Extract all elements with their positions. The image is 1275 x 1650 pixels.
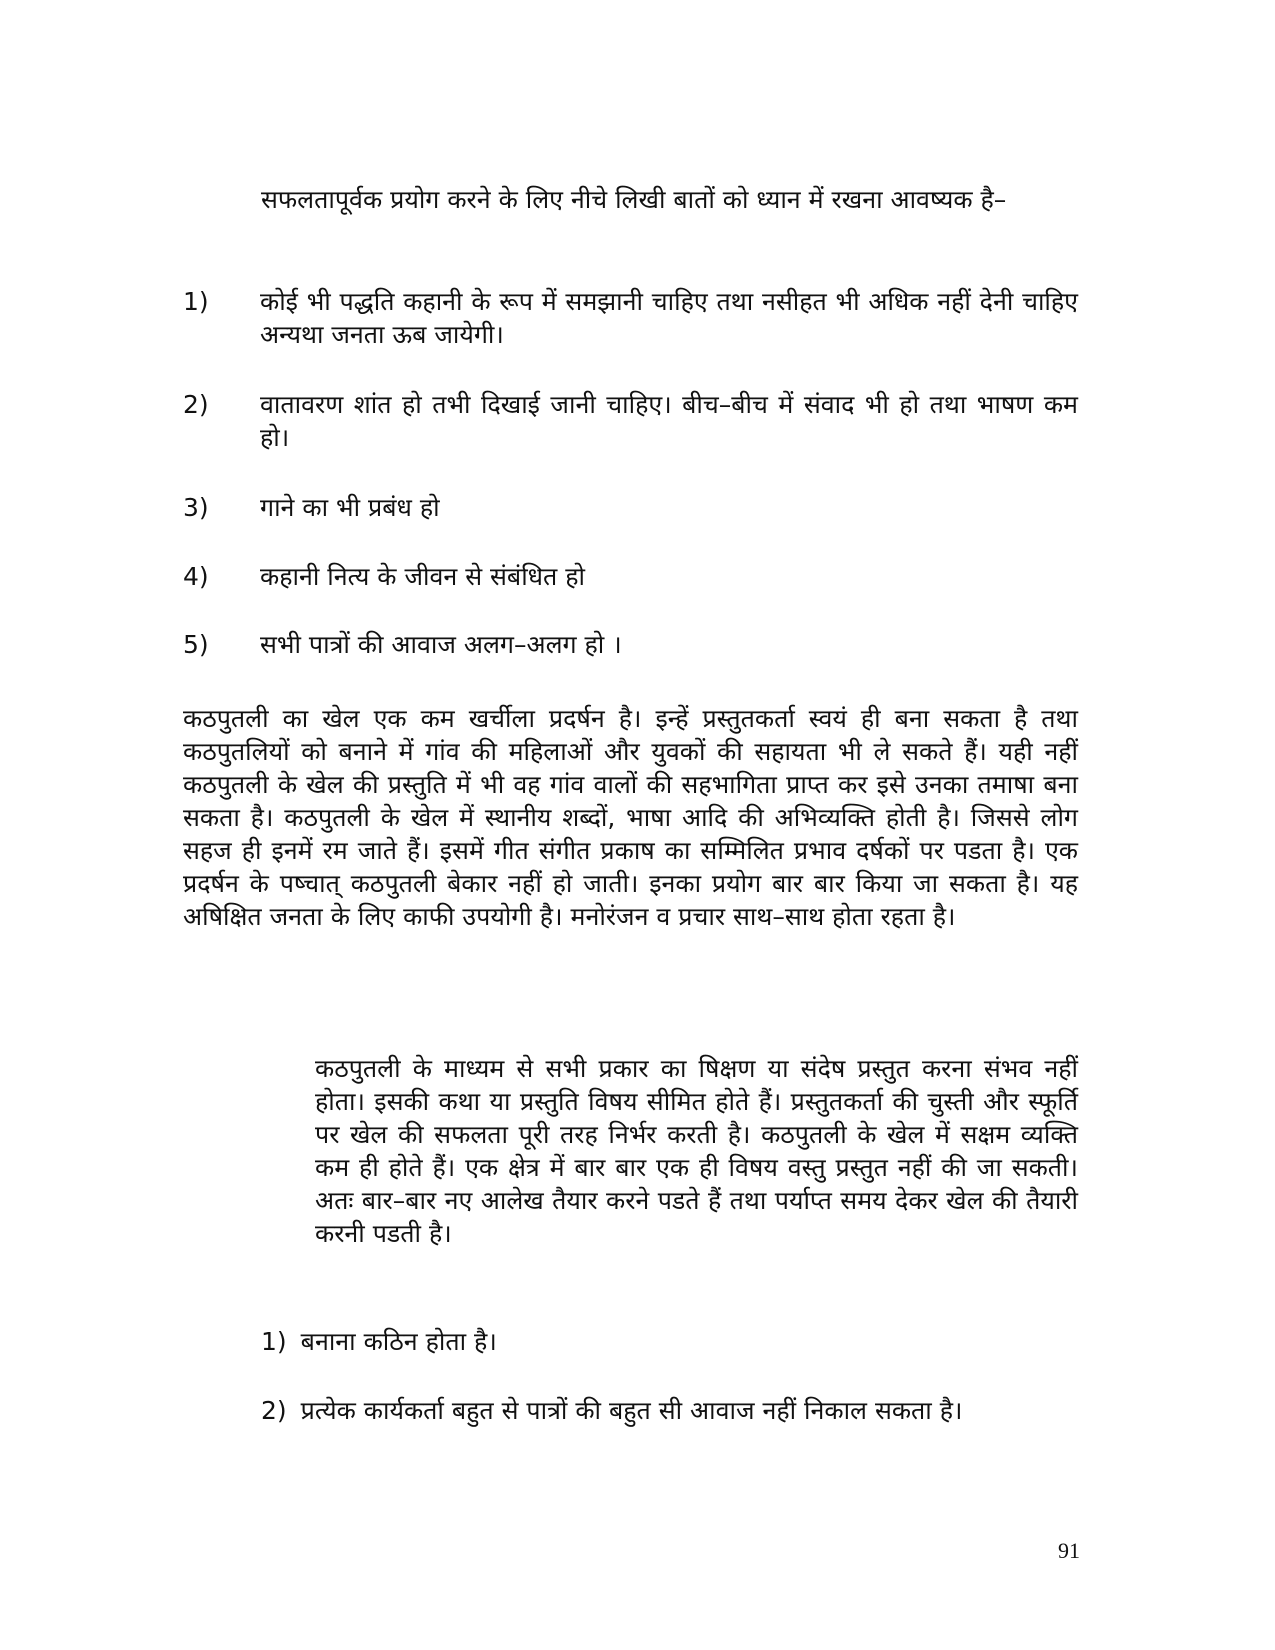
sub-list-item-text: प्रत्येक कार्यकर्ता बहुत से पात्रों की बहुत सी आवाज नहीं निकाल सकता है।: [300, 1396, 963, 1425]
list-item: [183, 491, 1078, 524]
list-item: [183, 560, 1078, 593]
sub-list-item-number: 1): [261, 1327, 287, 1356]
list-item-number: 5): [183, 630, 209, 659]
list-item: [183, 628, 1078, 661]
list-item-number: 2): [183, 390, 209, 419]
intro-paragraph: सफलतापूर्वक प्रयोग करने के लिए नीचे लिखी बातों को ध्यान में रखना आवष्यक है–: [261, 185, 1007, 214]
list-item: [183, 285, 1078, 351]
indented-paragraph: कठपुतली के माध्यम से सभी प्रकार का षिक्षण या संदेष प्रस्तुत करना संभव नहीं होता। इसकी कथा या प्रस्तुति विषय सीमित होते हैं। प्रस्तुतकर्ता की चुस्ती और स्फूर्ति पर खेल की सफलता पूरी तरह निर्भर करती है। कठपुतली के खेल में सक्षम व्यक्ति कम ही होते हैं। एक क्षेत्र में बार बार एक ही विषय वस्तु प्रस्तुत नहीं की जा सकती। अतः बार–बार नए आलेख तैयार करने पडते हैं तथा पर्याप्त समय देकर खेल की तैयारी करनी पडती है।: [315, 1054, 1078, 1248]
main-paragraph: कठपुतली का खेल एक कम खर्चीला प्रदर्षन है। इन्हें प्रस्तुतकर्ता स्वयं ही बना सकता है तथा कठपुतलियों को बनाने में गांव की महिलाओं और युवकों की सहायता भी ले सकते हैं। यही नहीं कठपुतली के खेल की प्रस्तुति में भी वह गांव वालों की सहभागिता प्राप्त कर इसे उनका तमाषा बना सकता है। कठपुतली के खेल में स्थानीय शब्दों, भाषा आदि की अभिव्यक्ति होती है। जिससे लोग सहज ही इनमें रम जाते हैं। इसमें गीत संगीत प्रकाष का सम्मिलित प्रभाव दर्षकों पर पडता है। एक प्रदर्षन के पष्चात् कठपुतली बेकार नहीं हो जाती। इनका प्रयोग बार बार किया जा सकता है। यह अषिक्षित जनता के लिए काफी उपयोगी है। मनोरंजन व प्रचार साथ–साथ होता रहता है।: [183, 704, 1078, 931]
sub-list-item: [261, 1325, 1078, 1358]
page-number: 91: [1058, 1538, 1080, 1563]
sub-list-item-number: 2): [261, 1396, 287, 1425]
sub-list-item: [261, 1394, 1078, 1427]
list-item-text: गाने का भी प्रबंध हो: [260, 493, 440, 522]
sub-list-item-text: बनाना कठिन होता है।: [300, 1327, 497, 1356]
list-item-text: वातावरण शांत हो तभी दिखाई जानी चाहिए। बीच–बीच में संवाद भी हो तथा भाषण कम हो।: [260, 390, 1078, 452]
list-item-number: 4): [183, 562, 209, 591]
list-item-text: सभी पात्रों की आवाज अलग–अलग हो ।: [260, 630, 622, 659]
list-item-text: कोई भी पद्धति कहानी के रूप में समझानी चाहिए तथा नसीहत भी अधिक नहीं देनी चाहिए अन्यथा जनता ऊब जायेगी।: [260, 287, 1078, 349]
list-item-number: 3): [183, 493, 209, 522]
list-item-number: 1): [183, 287, 209, 316]
list-item: [183, 388, 1078, 454]
list-item-text: कहानी नित्य के जीवन से संबंधित हो: [260, 562, 586, 591]
